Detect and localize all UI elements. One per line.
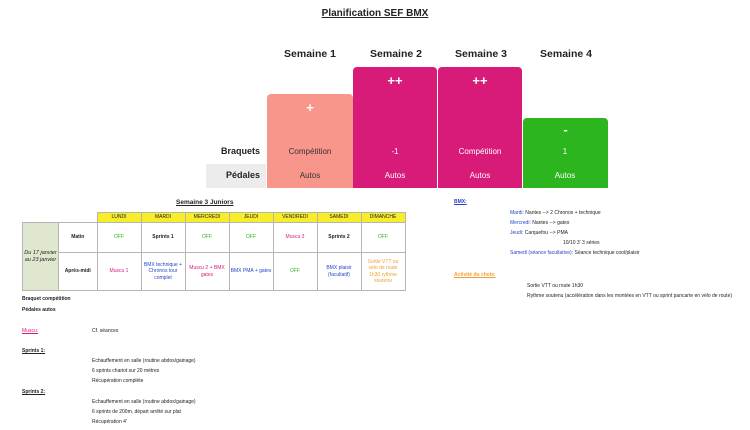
matin-cell: Sprints 1	[141, 223, 185, 253]
week-3-braquets: Compétition	[458, 147, 502, 156]
apres-cell: BMX plaisir (facultatif)	[317, 253, 361, 291]
sprints1-line: 6 sprints chariot sur 20 mètres	[92, 368, 160, 374]
bmx-day: Samedi (séance facultative):	[510, 250, 574, 256]
matin-cell: OFF	[361, 223, 405, 253]
day-header: LUNDI	[97, 213, 141, 223]
matin-cell: OFF	[97, 223, 141, 253]
week-4-header: Semaine 4	[540, 48, 592, 60]
week-2-pedales: Autos	[384, 171, 406, 180]
muscu-label: Muscu:	[22, 328, 39, 334]
pedales-note: Pédales autos	[22, 307, 56, 313]
activite-line: Rythme soutenu (accélération dans les montées en VTT ou sprint pancarte en vélo de route)	[527, 293, 733, 299]
week-2-header: Semaine 2	[370, 48, 422, 60]
activite-line: Sortie VTT ou route 1h30	[527, 283, 584, 289]
pedales-label: Pédales	[225, 170, 260, 180]
week-4-pedales: Autos	[554, 171, 576, 180]
sprints2-line: 6 sprints de 200m, départ arrêté sur plat	[92, 409, 181, 415]
week-1-header: Semaine 1	[284, 48, 336, 60]
day-header: JEUDI	[229, 213, 273, 223]
table-corner-2	[59, 213, 98, 223]
week-3-header: Semaine 3	[455, 48, 507, 60]
period-cell: Du 17 janvier au 23 janvier	[23, 223, 59, 291]
matin-label: Matin	[59, 223, 98, 253]
week-3-bar	[438, 67, 522, 188]
apres-cell: Muscu 2 + BMX gates	[185, 253, 229, 291]
week-2-intensity: ++	[387, 73, 403, 88]
apres-cell: BMX PMA + gates	[229, 253, 273, 291]
apres-cell: Muscu 1	[97, 253, 141, 291]
bmx-text: Séance technique cool/plaisir	[574, 250, 640, 256]
sprints2-line: Récupération 4'	[92, 419, 127, 425]
sprints1-label: Sprints 1:	[22, 348, 46, 354]
matin-cell: OFF	[185, 223, 229, 253]
activite-label: Activité du choix:	[454, 272, 496, 278]
muscu-text: Cf. séances	[92, 328, 119, 334]
bmx-day: Mercredi:	[510, 220, 531, 226]
bmx-item	[563, 240, 600, 247]
apres-cell: OFF	[273, 253, 317, 291]
week-2-bar	[353, 67, 437, 188]
braquet-note: Braquet compétition	[22, 296, 71, 302]
week-2-braquets: -1	[391, 147, 399, 156]
week-3-pedales: Autos	[469, 171, 491, 180]
bmx-item	[510, 210, 601, 217]
day-header: SAMEDI	[317, 213, 361, 223]
week-4-braquets: 1	[562, 147, 568, 156]
bmx-text: Nantes --> gates	[532, 220, 570, 226]
bmx-item	[510, 230, 568, 237]
bmx-day: Mardi:	[510, 210, 524, 216]
bmx-text: Carquefou --> PMA	[524, 230, 568, 236]
sprints1-line: Echauffement en salle (routine abdos/gainage)	[92, 358, 196, 364]
bmx-item	[510, 250, 640, 257]
matin-cell: OFF	[229, 223, 273, 253]
schedule-table	[22, 212, 406, 291]
sprints2-label: Sprints 2:	[22, 389, 46, 395]
braquets-label: Braquets	[220, 146, 260, 156]
week-3-intensity: ++	[472, 73, 488, 88]
apres-cell: Sortie VTT ou vélo de route 1h30 rythme soutenu	[361, 253, 405, 291]
bmx-text: Nantes --> 2 Chronos + technique	[525, 210, 601, 216]
day-header: DIMANCHE	[361, 213, 405, 223]
apres-label: Après-midi	[59, 253, 98, 291]
sprints1-line: Récupération complète	[92, 378, 144, 384]
apres-cell: BMX technique + Chronos tour complet	[141, 253, 185, 291]
week-4-intensity: -	[563, 122, 568, 137]
day-header: MARDI	[141, 213, 185, 223]
day-header: VENDREDI	[273, 213, 317, 223]
bmx-text: 10/10 3' 3 séries	[563, 240, 600, 246]
matin-cell: Muscu 3	[273, 223, 317, 253]
sprints2-line: Echauffement en salle (routine abdos/gainage)	[92, 399, 196, 405]
bmx-item	[510, 220, 569, 227]
page-title: Planification SEF BMX	[321, 8, 429, 19]
bmx-label: BMX:	[454, 199, 467, 205]
week-1-pedales: Autos	[299, 171, 321, 180]
day-header: MERCREDI	[185, 213, 229, 223]
schedule-title: Semaine 3 Juniors	[176, 199, 234, 206]
week-1-braquets: Compétition	[288, 147, 332, 156]
bmx-day: Jeudi:	[510, 230, 524, 236]
week-1-intensity: +	[306, 100, 314, 115]
matin-cell: Sprints 2	[317, 223, 361, 253]
table-corner	[23, 213, 59, 223]
